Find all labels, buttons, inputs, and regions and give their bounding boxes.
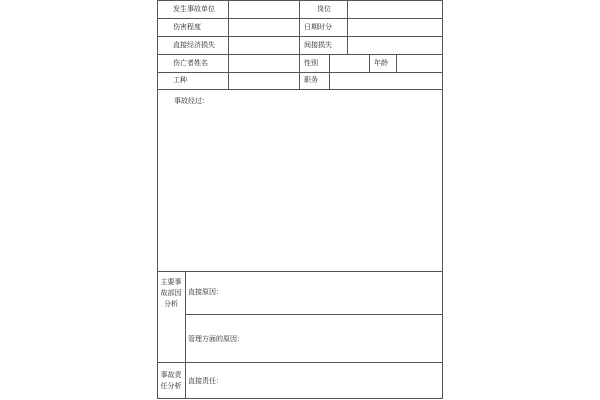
direct-cause-label: 直接原因：	[188, 288, 223, 296]
severity-field[interactable]	[229, 19, 299, 36]
severity-label: 伤害程度	[173, 23, 201, 31]
direct-cause-field[interactable]	[186, 272, 442, 314]
direct-liability-label: 直接责任：	[188, 377, 223, 385]
liability-analysis-side-label: 事故责任分析	[160, 371, 182, 390]
management-cause-label: 管理方面的原因：	[188, 335, 244, 343]
accident-process-label: 事故经过：	[174, 97, 209, 105]
post-field[interactable]	[348, 1, 442, 18]
gender-field[interactable]	[330, 55, 369, 72]
position-label: 职务	[304, 76, 318, 84]
column-divider	[369, 54, 370, 72]
name-label: 伤亡者姓名	[173, 59, 208, 67]
position-field[interactable]	[330, 73, 442, 89]
accident-report-form	[157, 0, 443, 399]
trade-field[interactable]	[229, 73, 299, 89]
accident-process-field[interactable]	[159, 107, 441, 270]
row-divider	[158, 89, 442, 90]
direct-loss-field[interactable]	[229, 37, 299, 54]
post-label: 岗位	[317, 5, 331, 13]
cause-analysis-side-label: 主要事故部因分析	[160, 278, 182, 308]
gender-label: 性别	[304, 59, 318, 67]
age-label: 年龄	[374, 59, 388, 67]
trade-label: 工种	[173, 76, 187, 84]
indirect-loss-label: 间接损失	[304, 41, 332, 49]
direct-loss-label: 直接经济损失	[173, 41, 215, 49]
indirect-loss-field[interactable]	[348, 37, 442, 54]
name-field[interactable]	[229, 55, 299, 72]
management-cause-field[interactable]	[186, 315, 442, 362]
direct-liability-field[interactable]	[186, 363, 442, 398]
datetime-label: 日期时分	[304, 23, 332, 31]
unit-label: 发生事故单位	[173, 5, 215, 13]
age-field[interactable]	[397, 55, 442, 72]
unit-field[interactable]	[229, 1, 299, 18]
column-divider	[299, 1, 300, 89]
datetime-field[interactable]	[348, 19, 442, 36]
